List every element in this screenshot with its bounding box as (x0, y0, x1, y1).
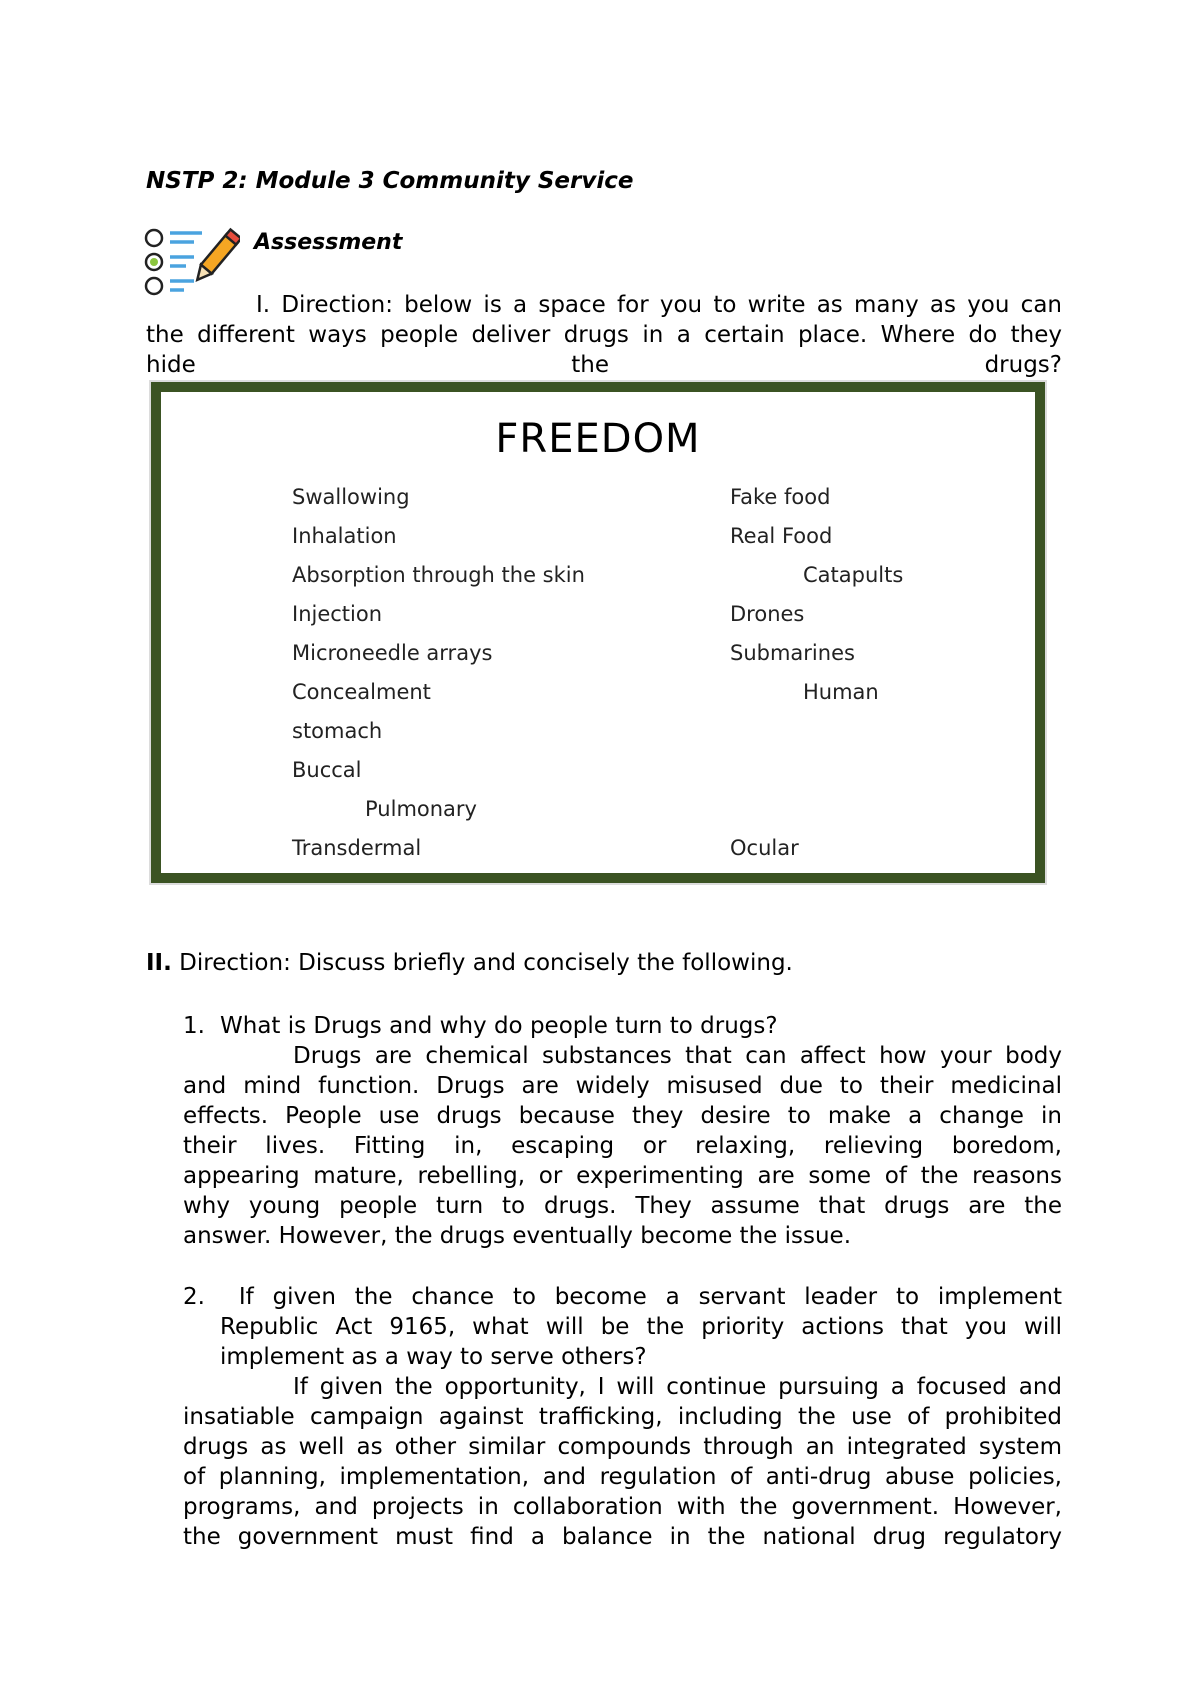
question-heading (183, 1282, 1062, 1312)
list-item: Real Food (730, 524, 833, 548)
answer-line: drugs as well as other similar compounds through an integrated system (183, 1434, 1062, 1460)
answer-line: and mind function. Drugs are widely misused due to their medicinal (183, 1073, 1062, 1099)
list-item: Inhalation (292, 524, 397, 548)
direction-line: I. Direction: below is a space for you to write as many as you can (256, 292, 1062, 318)
answer-line: insatiable campaign against trafficking, including the use of prohibited (183, 1404, 1062, 1430)
answer-line: appearing mature, rebelling, or experimenting are some of the reasons (183, 1163, 1062, 1189)
answer-box-title: FREEDOM (495, 416, 701, 462)
list-item: Absorption through the skin (292, 563, 585, 587)
answer-line: If given the opportunity, I will continue pursuing a focused and (293, 1374, 1062, 1400)
list-item: Catapults (803, 563, 904, 587)
direction-line-last (146, 350, 1062, 380)
answer-line: programs, and projects in collaboration with the government. However, (183, 1494, 1062, 1520)
answer-text (183, 1041, 1062, 1251)
checklist-pencil-icon (144, 226, 240, 300)
list-spacer (730, 757, 903, 796)
question-text: If given the chance to become a servant leader to implement (238, 1284, 1062, 1310)
question-number: 2. (183, 1284, 205, 1310)
list-item: Swallowing (292, 485, 410, 509)
list-item: Injection (292, 602, 383, 626)
answer-line: Drugs are chemical substances that can affect how your body (293, 1043, 1062, 1069)
list-item: Drones (730, 602, 805, 626)
question-text: What is Drugs and why do people turn to drugs? (220, 1013, 778, 1039)
direction-two-text: Direction: Discuss briefly and concisely the following. (179, 950, 793, 976)
list-item: Buccal (292, 758, 362, 782)
section-label: II. (146, 950, 172, 976)
question-line: Republic Act 9165, what will be the priority actions that you will (220, 1314, 1062, 1340)
list-item: Microneedle arrays (292, 641, 493, 665)
list-item: Pulmonary (365, 797, 477, 821)
list-item: Concealment (292, 680, 431, 704)
question-number: 1. (183, 1013, 205, 1039)
list-item: Submarines (730, 641, 855, 665)
direction-word: the (571, 352, 610, 378)
answer-box (151, 382, 1045, 883)
list-item: Human (803, 680, 879, 704)
list-item: Transdermal (292, 836, 422, 860)
assessment-heading: Assessment (254, 230, 403, 255)
direction-line: the different ways people deliver drugs in a certain place. Where do they (146, 322, 1062, 348)
answer-line: answer. However, the drugs eventually become the issue. (183, 1223, 851, 1249)
question-line: implement as a way to serve others? (220, 1344, 647, 1370)
direction-word: hide (146, 352, 196, 378)
page-title: NSTP 2: Module 3 Community Service (146, 168, 634, 194)
answer-line: of planning, implementation, and regulation of anti-drug abuse policies, (183, 1464, 1062, 1490)
answer-line: why young people turn to drugs. They assume that drugs are the (183, 1193, 1062, 1219)
direction-two (146, 950, 793, 976)
answer-line: the government must find a balance in the national drug regulatory (183, 1524, 1062, 1550)
answer-list-left (292, 484, 585, 874)
question-heading (183, 1011, 1062, 1041)
list-spacer (730, 718, 903, 757)
direction-word: drugs? (984, 352, 1062, 378)
list-item: stomach (292, 719, 383, 743)
answer-text (183, 1372, 1062, 1552)
list-spacer (730, 796, 903, 835)
list-item: Ocular (730, 836, 799, 860)
direction-one (146, 290, 1062, 380)
answer-line: their lives. Fitting in, escaping or relaxing, relieving boredom, (183, 1133, 1062, 1159)
question-one (183, 1011, 1062, 1251)
answer-list-right (730, 484, 903, 874)
question-two (183, 1282, 1062, 1552)
list-item: Fake food (730, 485, 831, 509)
question-text-cont (183, 1312, 1062, 1372)
answer-line: effects. People use drugs because they desire to make a change in (183, 1103, 1062, 1129)
